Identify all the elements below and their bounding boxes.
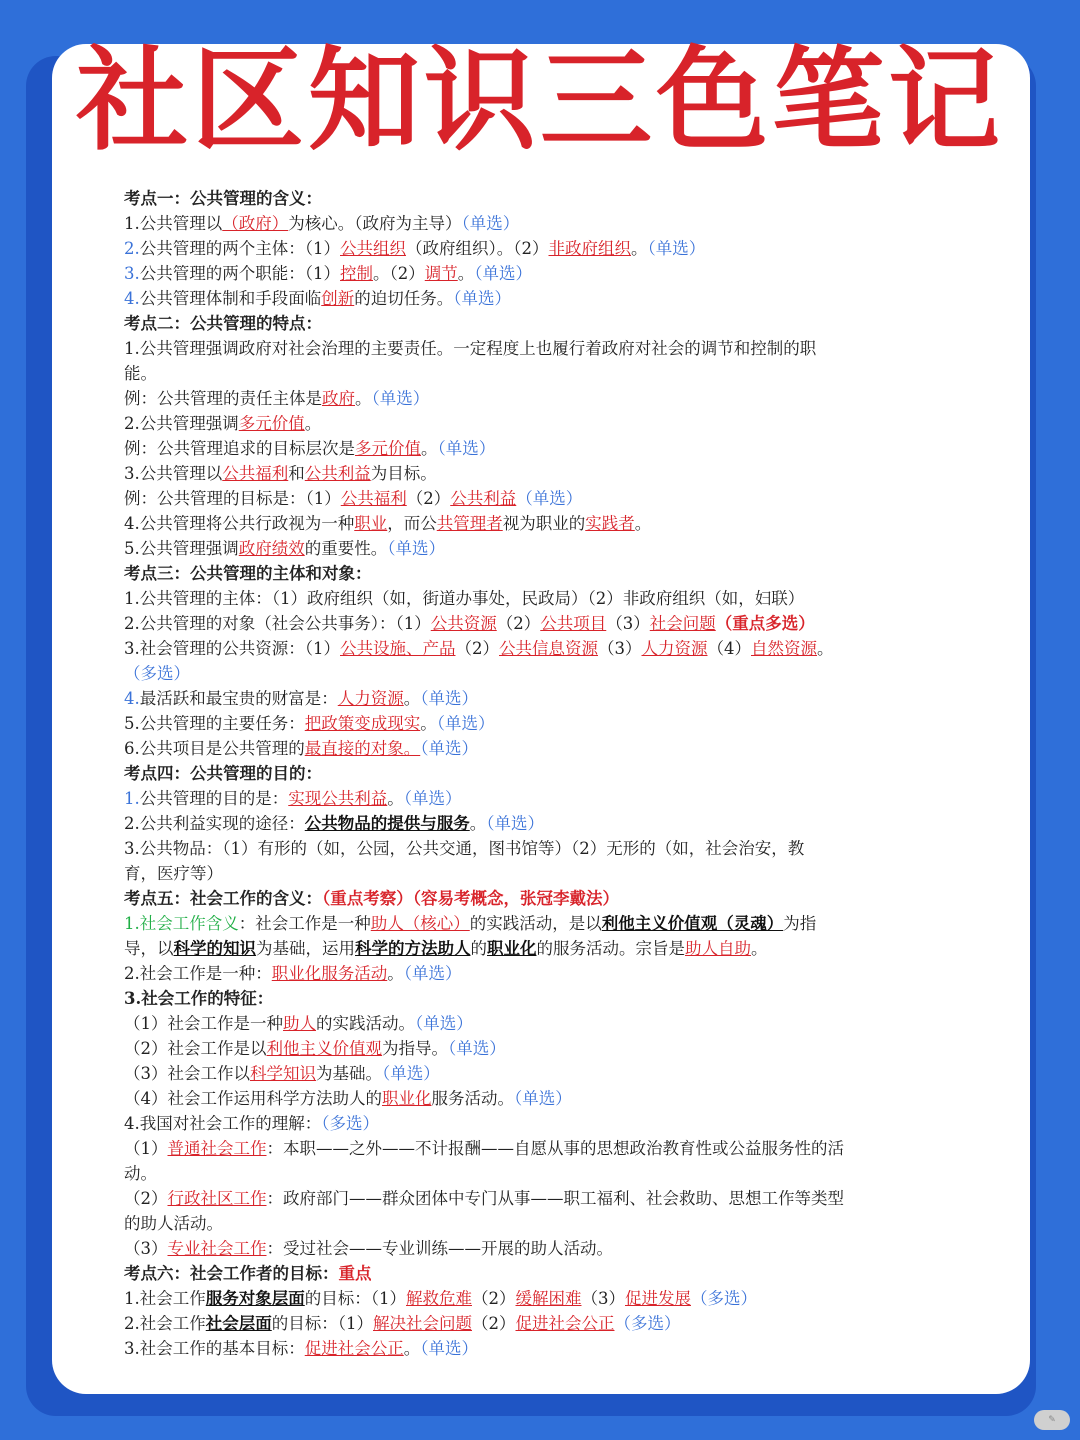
note-text: 服务活动。 xyxy=(431,1089,514,1108)
note-text: 人力资源 xyxy=(641,639,708,658)
note-text: （2） xyxy=(472,1314,516,1333)
note-text: 2.社会工作是一种： xyxy=(124,964,272,983)
note-text: 控制 xyxy=(340,264,373,283)
note-text: 。 xyxy=(469,814,487,833)
note-line xyxy=(124,986,972,1011)
note-text: 职业化 xyxy=(382,1089,432,1108)
note-line xyxy=(124,836,972,861)
note-text: 考点六：社会工作者的目标： xyxy=(124,1264,339,1283)
note-line xyxy=(124,486,972,511)
note-text: （单选） xyxy=(403,789,462,808)
note-line xyxy=(124,336,972,361)
note-text: 政府绩效 xyxy=(238,539,305,558)
note-line xyxy=(124,1011,972,1036)
note-text: 职业化服务活动 xyxy=(271,964,388,983)
note-text: 1.公共管理以 xyxy=(124,214,223,233)
note-text: 最直接的对象。 xyxy=(304,739,421,758)
note-text: 例：公共管理的责任主体是 xyxy=(124,389,322,408)
note-text: 公共管理的两个职能：（1） xyxy=(139,264,340,283)
note-line xyxy=(124,236,972,261)
note-text: 3. xyxy=(124,264,140,283)
note-text: 的 xyxy=(470,939,487,958)
note-line xyxy=(124,1261,972,1286)
note-line xyxy=(124,361,972,386)
note-text: 。 xyxy=(304,414,322,433)
note-text: （政府） xyxy=(222,214,289,233)
note-text: 5.公共管理的主要任务： xyxy=(124,714,305,733)
note-line xyxy=(124,386,972,411)
note-text: 科学的知识 xyxy=(173,939,256,958)
note-text: 专业社会工作 xyxy=(167,1239,267,1258)
note-text: 公共利益 xyxy=(450,489,517,508)
note-text: 导，以 xyxy=(124,939,174,958)
note-text: 创新 xyxy=(321,289,355,308)
note-text: （单选） xyxy=(474,264,532,283)
note-text: 社会层面 xyxy=(205,1314,272,1333)
note-text: 实践者 xyxy=(585,514,635,533)
note-line xyxy=(124,286,972,311)
note-text: 的目标：（1） xyxy=(304,1289,406,1308)
note-text: （1） xyxy=(124,1139,168,1158)
note-text: （单选） xyxy=(420,1339,478,1358)
note-text: ：受过社会——专业训练——开展的助人活动。 xyxy=(266,1239,613,1258)
note-text: 助人（核心） xyxy=(370,914,470,933)
note-text: 公共信息资源 xyxy=(499,639,598,658)
note-line xyxy=(124,936,972,961)
note-text: （4） xyxy=(707,639,751,658)
note-line xyxy=(124,811,972,836)
note-text: 职业 xyxy=(354,514,388,533)
note-line xyxy=(124,1211,972,1236)
note-text: 。 xyxy=(421,439,438,458)
note-text: 动。 xyxy=(124,1164,157,1183)
note-text: 解救危难 xyxy=(406,1289,472,1308)
note-text: 最活跃和最宝贵的财富是： xyxy=(139,689,338,708)
note-text: 。 xyxy=(751,939,768,958)
note-text: 考点三：公共管理的主体和对象： xyxy=(124,564,372,583)
note-text: 考点一：公共管理的含义： xyxy=(124,189,322,208)
note-text: 解决社会问题 xyxy=(373,1314,472,1333)
note-text: （单选） xyxy=(415,1014,473,1033)
note-text: （多选） xyxy=(614,1314,681,1333)
note-text: 助人 xyxy=(283,1014,316,1033)
note-line xyxy=(124,561,972,586)
note-text: （单选） xyxy=(516,489,583,508)
note-text: 考点五：社会工作的含义： xyxy=(124,889,322,908)
note-text: 利他主义价值观（灵魂） xyxy=(601,914,784,933)
note-text: 的助人活动。 xyxy=(124,1214,223,1233)
note-text: 例：公共管理追求的目标层次是 xyxy=(124,439,355,458)
note-line xyxy=(124,1161,972,1186)
note-line xyxy=(124,911,972,936)
note-text: 3.社会工作的基本目标： xyxy=(124,1339,305,1358)
note-text: 公共福利 xyxy=(222,464,289,483)
note-text: 服务对象层面 xyxy=(205,1289,305,1308)
note-text: （3） xyxy=(124,1239,168,1258)
note-line xyxy=(124,1336,972,1361)
note-text: 公共管理的目的是： xyxy=(139,789,289,808)
note-text: ：本职——之外——不计报酬——自愿从事的思想政治教育性或公益服务性的活 xyxy=(266,1139,844,1158)
note-text: 。 xyxy=(457,264,475,283)
note-text: 重点 xyxy=(338,1264,372,1283)
watermark-badge: ✎ xyxy=(1034,1410,1070,1430)
note-text: （单选） xyxy=(403,964,462,983)
note-text: 1.公共管理强调政府对社会治理的主要责任。一定程度上也履行着政府对社会的调节和控制的职 xyxy=(124,339,817,358)
note-text: 促进发展 xyxy=(625,1289,691,1308)
note-text: 能。 xyxy=(124,364,157,383)
note-text: （3） xyxy=(606,614,650,633)
note-text: 。 xyxy=(355,389,372,408)
note-text: （3） xyxy=(581,1289,625,1308)
note-text: 2.社会工作 xyxy=(124,1314,206,1333)
note-line xyxy=(124,786,972,811)
note-text: 的迫切任务。 xyxy=(354,289,454,308)
note-text: （2） xyxy=(455,639,499,658)
note-line xyxy=(124,961,972,986)
note-text: 社会问题 xyxy=(649,614,716,633)
note-text: 调节 xyxy=(424,264,458,283)
note-text: 5.公共管理强调 xyxy=(124,539,239,558)
note-text: 4. xyxy=(124,689,140,708)
note-text: 多元价值 xyxy=(355,439,421,458)
note-text: 为指 xyxy=(783,914,817,933)
note-text: 。 xyxy=(631,239,648,258)
note-text: （单选） xyxy=(453,289,511,308)
note-text: 自然资源 xyxy=(751,639,817,658)
note-line xyxy=(124,186,972,211)
note-text: 。 xyxy=(387,789,404,808)
note-text: （单选） xyxy=(382,1064,440,1083)
note-text: （2） xyxy=(472,1289,516,1308)
note-line xyxy=(124,1236,972,1261)
note-text: 为目标。 xyxy=(370,464,437,483)
note-text: 育，医疗等） xyxy=(124,864,223,883)
note-line xyxy=(124,1111,972,1136)
note-text: 的目标：（1） xyxy=(271,1314,373,1333)
note-text: 3.公共管理以 xyxy=(124,464,223,483)
note-line xyxy=(124,1061,972,1086)
note-text: 公共管理体制和手段面临 xyxy=(139,289,322,308)
note-text: 的服务活动。宗旨是 xyxy=(536,939,685,958)
note-text: （单选） xyxy=(420,689,478,708)
note-text: （多选） xyxy=(321,1114,379,1133)
note-text: 为基础。 xyxy=(316,1064,382,1083)
note-text: 考点四：公共管理的目的： xyxy=(124,764,322,783)
note-text: 。 xyxy=(420,714,437,733)
note-text: 2. xyxy=(124,239,140,258)
note-text: 共管理者 xyxy=(436,514,503,533)
note-text: （单选） xyxy=(371,389,430,408)
note-text: 4.我国对社会工作的理解： xyxy=(124,1114,322,1133)
note-text: 科学的方法助人 xyxy=(355,939,471,958)
note-text: 2.公共管理强调 xyxy=(124,414,239,433)
note-line xyxy=(124,1286,972,1311)
note-line xyxy=(124,736,972,761)
note-text: （重点多选） xyxy=(715,614,815,633)
note-text: 缓解困难 xyxy=(515,1289,582,1308)
note-text: ：政府部门——群众团体中专门从事——职工福利、社会救助、思想工作等类型 xyxy=(266,1189,844,1208)
note-text: 的实践活动。 xyxy=(316,1014,415,1033)
note-line xyxy=(124,1086,972,1111)
note-line xyxy=(124,1186,972,1211)
note-text: （2） xyxy=(496,614,541,633)
note-text: 为核心。（政府为主导） xyxy=(288,214,462,233)
note-text: 的重要性。 xyxy=(304,539,388,558)
note-line xyxy=(124,586,972,611)
note-line xyxy=(124,711,972,736)
note-text: （单选） xyxy=(461,214,520,233)
note-text: 公共管理的两个主体：（1） xyxy=(139,239,340,258)
note-text: 公共项目 xyxy=(540,614,607,633)
note-line xyxy=(124,661,972,686)
note-text: （多选） xyxy=(124,664,190,683)
note-text: （3）社会工作以 xyxy=(124,1064,250,1083)
note-text: （3） xyxy=(598,639,642,658)
note-text: 考点二：公共管理的特点： xyxy=(124,314,322,333)
note-text: （2） xyxy=(124,1189,168,1208)
note-text: ：社会工作是一种 xyxy=(238,914,371,933)
note-line xyxy=(124,611,972,636)
note-text: （政府组织）。（2） xyxy=(406,239,549,258)
note-line xyxy=(124,311,972,336)
note-text: 非政府组织 xyxy=(548,239,631,258)
note-text: 1. xyxy=(124,789,140,808)
note-text: 公共利益 xyxy=(304,464,371,483)
note-line xyxy=(124,1136,972,1161)
note-text: （2）社会工作是以 xyxy=(124,1039,267,1058)
note-line xyxy=(124,461,972,486)
note-text: 1.社会工作 xyxy=(124,1289,206,1308)
note-text: 1.社会工作含义 xyxy=(124,914,239,933)
note-text: 3.社会管理的公共资源：（1） xyxy=(124,639,340,658)
note-line xyxy=(124,1311,972,1336)
note-text: 1.公共管理的主体：（1）政府组织（如，街道办事处，民政局）（2）非政府组织（如，妇联） xyxy=(124,589,805,608)
note-text: （单选） xyxy=(387,539,445,558)
note-line xyxy=(124,411,972,436)
note-text: 为指导。 xyxy=(382,1039,448,1058)
note-text: 公共物品的提供与服务 xyxy=(304,814,470,833)
note-text: 2.公共利益实现的途径： xyxy=(124,814,305,833)
note-text: （单选） xyxy=(436,714,495,733)
page-title: 社区知识三色笔记 xyxy=(76,36,1004,166)
note-line xyxy=(124,261,972,286)
note-line xyxy=(124,511,972,536)
note-line xyxy=(124,886,972,911)
note-text: 4. xyxy=(124,289,140,308)
note-text: 实现公共利益 xyxy=(288,789,388,808)
note-text: 例：公共管理的目标是：（1） xyxy=(124,489,341,508)
note-text: （单选） xyxy=(420,739,478,758)
note-text: 政府 xyxy=(322,389,355,408)
note-text: 公共资源 xyxy=(430,614,497,633)
notes-body xyxy=(124,186,972,1361)
note-text: （单选） xyxy=(437,439,496,458)
note-line xyxy=(124,536,972,561)
note-text: 2.公共管理的对象（社会公共事务）：（1） xyxy=(124,614,431,633)
note-line xyxy=(124,861,972,886)
note-line xyxy=(124,1036,972,1061)
note-text: （多选） xyxy=(691,1289,757,1308)
note-text: （单选） xyxy=(647,239,706,258)
note-text: 。 xyxy=(403,1339,421,1358)
note-text: 普通社会工作 xyxy=(167,1139,267,1158)
note-text: 3.社会工作的特征： xyxy=(124,989,274,1008)
note-text: 4.公共管理将公共行政视为一种 xyxy=(124,514,355,533)
note-line xyxy=(124,761,972,786)
note-text: 把政策变成现实 xyxy=(304,714,421,733)
note-text: 人力资源 xyxy=(337,689,404,708)
note-text: （单选） xyxy=(514,1089,572,1108)
note-text: 公共福利 xyxy=(340,489,407,508)
note-text: （1）社会工作是一种 xyxy=(124,1014,283,1033)
note-text: 促进社会公正 xyxy=(515,1314,615,1333)
note-text: 公共组织 xyxy=(340,239,406,258)
note-text: 利他主义价值观 xyxy=(266,1039,382,1058)
note-text: 的实践活动，是以 xyxy=(469,914,602,933)
note-text: 科学知识 xyxy=(250,1064,316,1083)
note-line xyxy=(124,686,972,711)
note-text: 。 xyxy=(403,689,421,708)
note-text: 公共设施、产品 xyxy=(340,639,456,658)
note-text: 6.公共项目是公共管理的 xyxy=(124,739,305,758)
note-text: 。 xyxy=(817,639,834,658)
note-text: 视为职业的 xyxy=(502,514,586,533)
note-text: 。（2） xyxy=(373,264,425,283)
note-text: 和 xyxy=(288,464,305,483)
note-text: 3.公共物品：（1）有形的（如，公园，公共交通，图书馆等）（2）无形的（如，社会治安，教 xyxy=(124,839,805,858)
note-text: 促进社会公正 xyxy=(304,1339,404,1358)
note-text: （单选） xyxy=(486,814,544,833)
note-text: 助人自助 xyxy=(685,939,751,958)
note-text: （4）社会工作运用科学方法助人的 xyxy=(124,1089,382,1108)
note-text: 。 xyxy=(634,514,652,533)
note-line xyxy=(124,636,972,661)
note-text: （单选） xyxy=(448,1039,506,1058)
note-line xyxy=(124,211,972,236)
note-text: ，而公 xyxy=(387,514,437,533)
note-text: 为基础，运用 xyxy=(256,939,355,958)
note-text: 职业化 xyxy=(487,939,537,958)
note-text: （2） xyxy=(406,489,451,508)
note-text: 。 xyxy=(387,964,404,983)
note-text: （重点考察）（容易考概念，张冠李戴法） xyxy=(322,889,619,908)
note-text: 多元价值 xyxy=(238,414,305,433)
note-text: 行政社区工作 xyxy=(167,1189,267,1208)
note-line xyxy=(124,436,972,461)
